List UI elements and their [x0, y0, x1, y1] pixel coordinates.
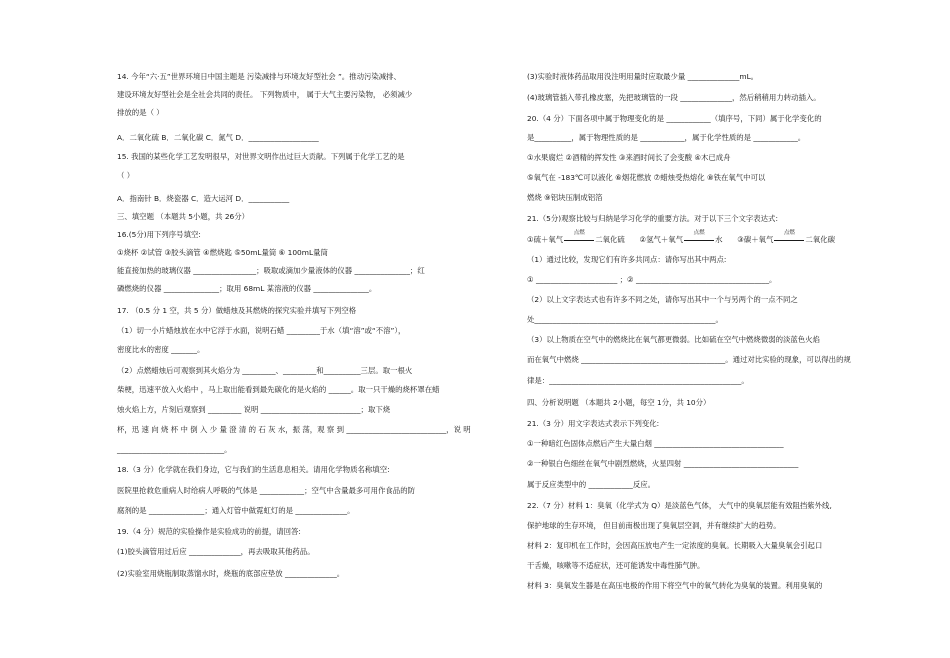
q21-part-1: （1）通过比较，发现它们有许多共同点：请你写出其中两点: — [527, 255, 727, 264]
q16-heading: 16.(5分)用下列序号填空: — [117, 230, 201, 239]
q22-material-2-cont: 干舌燥，咳嗽等不适症状，还可能诱发中毒性肺气肿。 — [527, 561, 705, 570]
q19-line-3: (3)实验时液体药品取用没注明用量时应取最少量 ______________mL。 — [527, 72, 759, 81]
q21b-heading: 21.（3 分）用文字表达式表示下列变化: — [527, 419, 660, 428]
q14-line-1: 14. 今年“六·五”世界环境日中国主题是 污染减排与环境友好型社会 ”。推动污染减排、 — [117, 72, 401, 81]
q21b-line-1: ①一种暗红色固体点燃后产生大量白烟 ___________________________________ — [527, 439, 784, 448]
q15-options: A．指南针 B．烧瓷器 C．造大运河 D．___________ — [117, 194, 290, 203]
section-4-heading: 四、分析说明题 （本题共 2小题，每空 1分，共 10分） — [527, 398, 711, 407]
q19-line-1: (1)胶头滴管用过后应 ______________，再去吸取其他药品。 — [117, 547, 315, 556]
q20-options-1: ①水果腐烂 ②酒精的挥发性 ③来酒时间长了会变酸 ④木已成舟 — [527, 153, 731, 162]
q19-line-4: (4)玻璃管插入带孔橡皮塞，先把玻璃管的一段 ______________，然后稍稍用力转动插入。 — [527, 93, 821, 102]
reaction-1-arrow — [564, 230, 594, 244]
q18-line-1: 医院里抢救危重病人时给病人呼吸的气体是 ____________；空气中含量最多可用作食品的防 — [117, 486, 415, 495]
reaction-equations — [527, 230, 835, 244]
reaction-1-condition: 点燃 — [573, 230, 585, 236]
reaction-2-arrow — [684, 230, 714, 244]
q20-line-2: 是__________，属于物理性质的是 ____________，属于化学性质的是 ____________。 — [527, 133, 806, 142]
q15-line-1: 15. 我国的某些化学工艺发明很早，对世界文明作出过巨大贡献。下列属于化学工艺的是 — [117, 152, 405, 161]
q19-line-2: (2)实验室用烧瓶制取蒸馏水时，烧瓶的底部应垫放 ______________。 — [117, 569, 345, 578]
section-3-heading: 三、填空题 （本题共 5小题，共 26分） — [117, 212, 250, 221]
q21-part-1-blanks: ① ______________________ ；② ____________________________________。 — [527, 275, 777, 284]
q22-material-2: 材料 2：复印机在工作时，会因高压放电产生一定浓度的臭氧。长期吸入大量臭氧会引起口 — [527, 541, 823, 550]
q14-line-2: 建设环境友好型社会是全社会共同的责任。 下列物质中， 属于大气主要污染物， 必须减少 — [117, 90, 413, 99]
right-column — [475, 0, 950, 658]
reaction-3-reactants: ③碳＋氧气 — [737, 235, 774, 244]
q20-line-1: 20.（4 分）下面各项中属于物理变化的是 ____________（填序号，下同）属于化学变化的 — [527, 114, 822, 123]
reaction-3-arrow — [774, 230, 804, 244]
q21-part-3: （3）以上物质在空气中的燃烧比在氧气都更微弱。比如硫在空气中燃烧微弱的淡蓝色火焰 — [527, 335, 820, 344]
q15-line-2: （ ） — [117, 171, 135, 180]
q17-line-2: 密度比水的密度 _______。 — [117, 345, 205, 354]
reaction-3-condition: 点燃 — [783, 230, 795, 236]
q21-part-2-blank: 处_________________________________________________。 — [527, 315, 723, 324]
reaction-2-condition: 点燃 — [693, 230, 705, 236]
q22-material-1: 22.（7 分）材料 1：臭氧（化学式为 Q）是淡蓝色气体， 大气中的臭氧层能有效阻挡紫外线, — [527, 501, 832, 510]
q18-heading: 18.（3 分）化学就在我们身边，它与我们的生活息息相关。请用化学物质名称填空: — [117, 465, 390, 474]
q14-line-3: 排放的是（ ） — [117, 108, 164, 117]
q22-material-1-cont: 保护地球的生存环境， 但目前南极出现了臭氧层空洞，并有继续扩大的趋势。 — [527, 521, 781, 530]
q17-line-1: （1）切一小片蜡烛放在水中它浮于水面，说明石蜡 _________于水（填“溶”或“不溶”）， — [117, 326, 406, 335]
q20-options-2: ⑤氧气在 -183℃可以液化 ⑥烟花燃放 ⑦蜡烛受热熔化 ⑧铁在氧气中可以 — [527, 173, 766, 182]
reaction-1-product: 二氧化硫 — [595, 235, 625, 244]
q21b-line-3: 属于反应类型中的 ____________反应。 — [527, 480, 655, 489]
q17-line-6: 杯，迅 速 向 烧 杯 中 倒 入 少 量 澄 清 的 石 灰 水，振 荡，观 察 到 ___________________________，说 明 — [117, 425, 471, 434]
q17-line-7: _____________________________。 — [117, 445, 232, 454]
q21b-line-2: ②一种银白色细丝在氧气中剧烈燃烧，火星四射 _______________________________ — [527, 459, 799, 468]
reaction-3-product: 二氧化碳 — [805, 235, 835, 244]
q14-options: A．二氧化硫 B．二氧化碳 C．氮气 D．___________________ — [117, 133, 319, 142]
q21-part-3-line-2: 而在氧气中燃烧 _______________________________________。通过对比实验的现象，可以得出的规 — [527, 355, 851, 364]
q17-line-4: 柴梗，迅速平放入火焰中 ，马上取出能看到最先碳化的是火焰的 ______。取一只干燥的烧杯罩在蜡 — [117, 385, 440, 394]
q19-heading: 19.（4 分）规范的实验操作是实验成功的前提，请回答: — [117, 527, 301, 536]
q22-material-3: 材料 3：臭氧发生器是在高压电极的作用下将空气中的氧气转化为臭氧的装置。利用臭氧的 — [527, 581, 823, 590]
q16-line-1: 能直接加热的玻璃仪器 _________________；吸取或滴加少量液体的仪器 _______________；红 — [117, 266, 425, 275]
q21-heading: 21.（5分)观察比较与归纳是学习化学的重要方法。对于以下三个文字表达式: — [527, 214, 778, 223]
reaction-2-reactants: ②氢气＋氧气 — [639, 235, 684, 244]
q20-options-3: 燃烧 ⑨铝块压制成铝箔 — [527, 193, 603, 202]
reaction-1-reactants: ①硫＋氧气 — [527, 235, 564, 244]
reaction-2-product: 水 — [715, 235, 723, 244]
q17-heading: 17. （0.5 分 1 空，共 5 分）做蜡烛及其燃烧的探究实验并填写下列空格 — [117, 306, 357, 315]
q16-options: ①烧杯 ②试管 ③胶头滴管 ④燃烧匙 ⑤50mL量筒 ⑥ 100mL量筒 — [117, 248, 328, 257]
q16-line-2: 磷燃烧的仪器 _______________；取用 68mL 某溶液的仪器 _______________。 — [117, 284, 377, 293]
q17-line-5: 烛火焰上方，片刻后观察到 _________ 说明 ___________________________；取下烧 — [117, 405, 391, 414]
q18-line-2: 腐剂的是 _______________；通入灯管中做霓虹灯的是 ______________。 — [117, 506, 355, 515]
q17-line-3: （2）点燃蜡烛后可观察到其火焰分为 _________、_________和__________三层。取一根火 — [117, 366, 413, 375]
q21-part-2: （2）以上文字表达式也有许多不同之处，请你写出其中一个与另两个的一点不同之 — [527, 295, 798, 304]
q21-part-3-line-3: 律是：____________________________________________________。 — [527, 376, 749, 385]
